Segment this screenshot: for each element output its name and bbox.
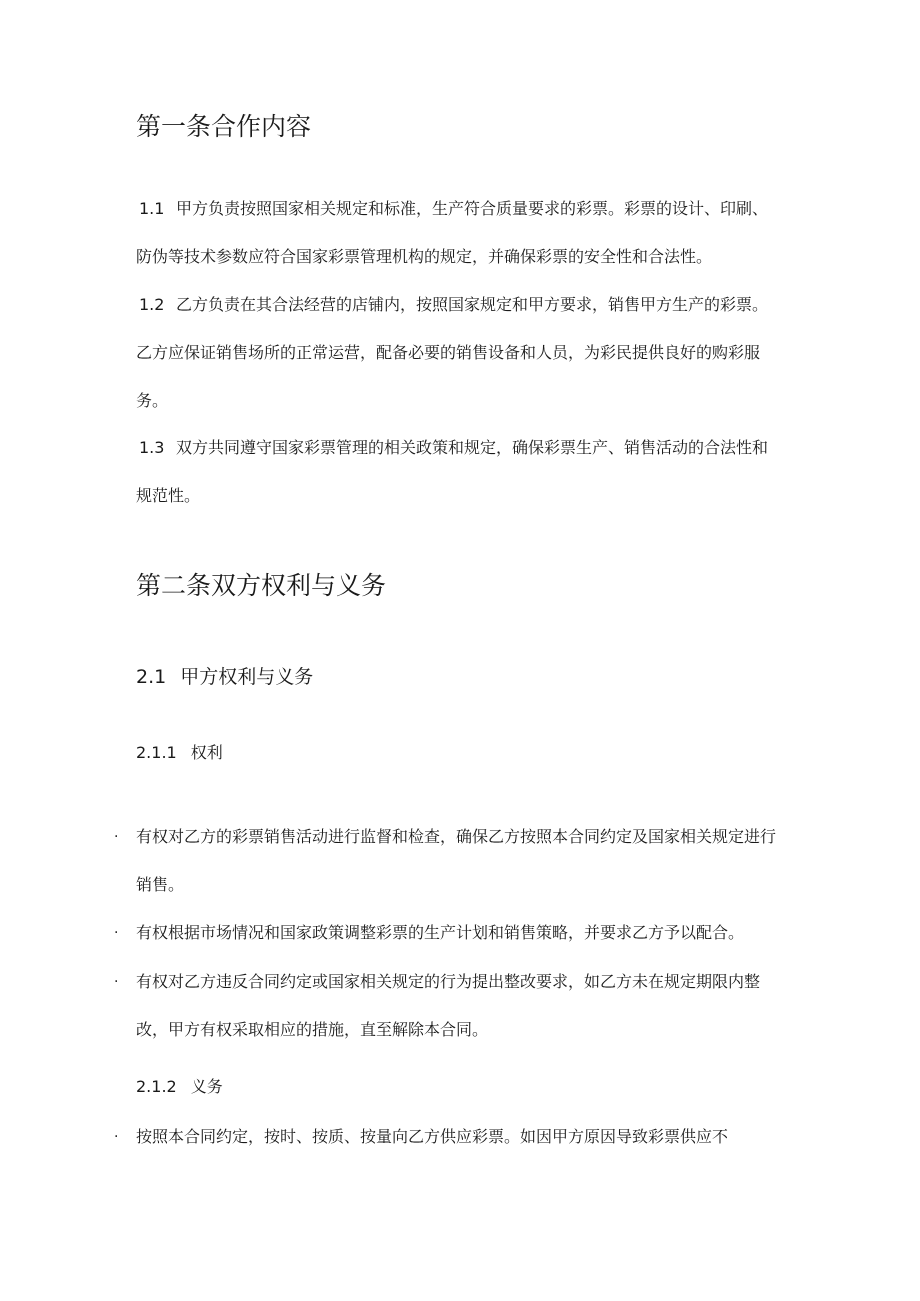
bullet-text: 有权对乙方的彩票销售活动进行监督和检查，确保乙方按照本合同约定及国家相关规定进行销售。 <box>136 827 777 894</box>
bullet-dot: · <box>114 829 119 845</box>
bullet-dot: · <box>114 974 119 990</box>
bullet-text: 有权根据市场情况和国家政策调整彩票的生产计划和销售策略，并要求乙方予以配合。 <box>136 923 745 942</box>
clause-text: 乙方负责在其合法经营的店铺内，按照国家规定和甲方要求，销售甲方生产的彩票。乙方应保证销售场所的正常运营，配备必要的销售设备和人员，为彩民提供良好的购彩服务。 <box>136 295 769 410</box>
subsection-2-1-title <box>136 663 313 691</box>
bullet-text: 按照本合同约定，按时、按质、按量向乙方供应彩票。如因甲方原因导致彩票供应不 <box>136 1127 729 1146</box>
rights-item-2 <box>114 909 776 957</box>
subsection-text: 甲方权利与义务 <box>180 666 314 688</box>
bullet-dot: · <box>114 925 119 941</box>
duties-item-1 <box>114 1113 776 1161</box>
section-1-title: 第一条合作内容 <box>136 112 312 141</box>
clause-1-1 <box>136 185 776 281</box>
clause-number: 1.1 <box>139 199 165 218</box>
clause-1-3 <box>136 424 776 520</box>
bullet-text: 有权对乙方违反合同约定或国家相关规定的行为提出整改要求，如乙方未在规定期限内整改，甲方有权采取相应的措施，直至解除本合同。 <box>136 972 761 1039</box>
rights-text: 权利 <box>190 743 223 762</box>
section-2-title: 第二条双方权利与义务 <box>136 571 387 600</box>
subsection-number: 2.1 <box>136 666 167 688</box>
rights-item-3 <box>114 958 776 1054</box>
bullet-dot: · <box>114 1129 119 1145</box>
clause-text: 甲方负责按照国家相关规定和标准，生产符合质量要求的彩票。彩票的设计、印刷、防伪等技术参数应符合国家彩票管理机构的规定，并确保彩票的安全性和合法性。 <box>136 199 769 266</box>
rights-heading <box>136 741 223 765</box>
rights-item-1 <box>114 813 777 909</box>
clause-number: 1.3 <box>139 438 165 457</box>
rights-number: 2.1.1 <box>136 743 177 762</box>
clause-number: 1.2 <box>139 295 165 314</box>
clause-1-2 <box>136 281 776 425</box>
duties-text: 义务 <box>190 1077 223 1096</box>
clause-text: 双方共同遵守国家彩票管理的相关政策和规定，确保彩票生产、销售活动的合法性和规范性。 <box>136 438 769 505</box>
duties-number: 2.1.2 <box>136 1077 177 1096</box>
duties-heading <box>136 1075 223 1099</box>
